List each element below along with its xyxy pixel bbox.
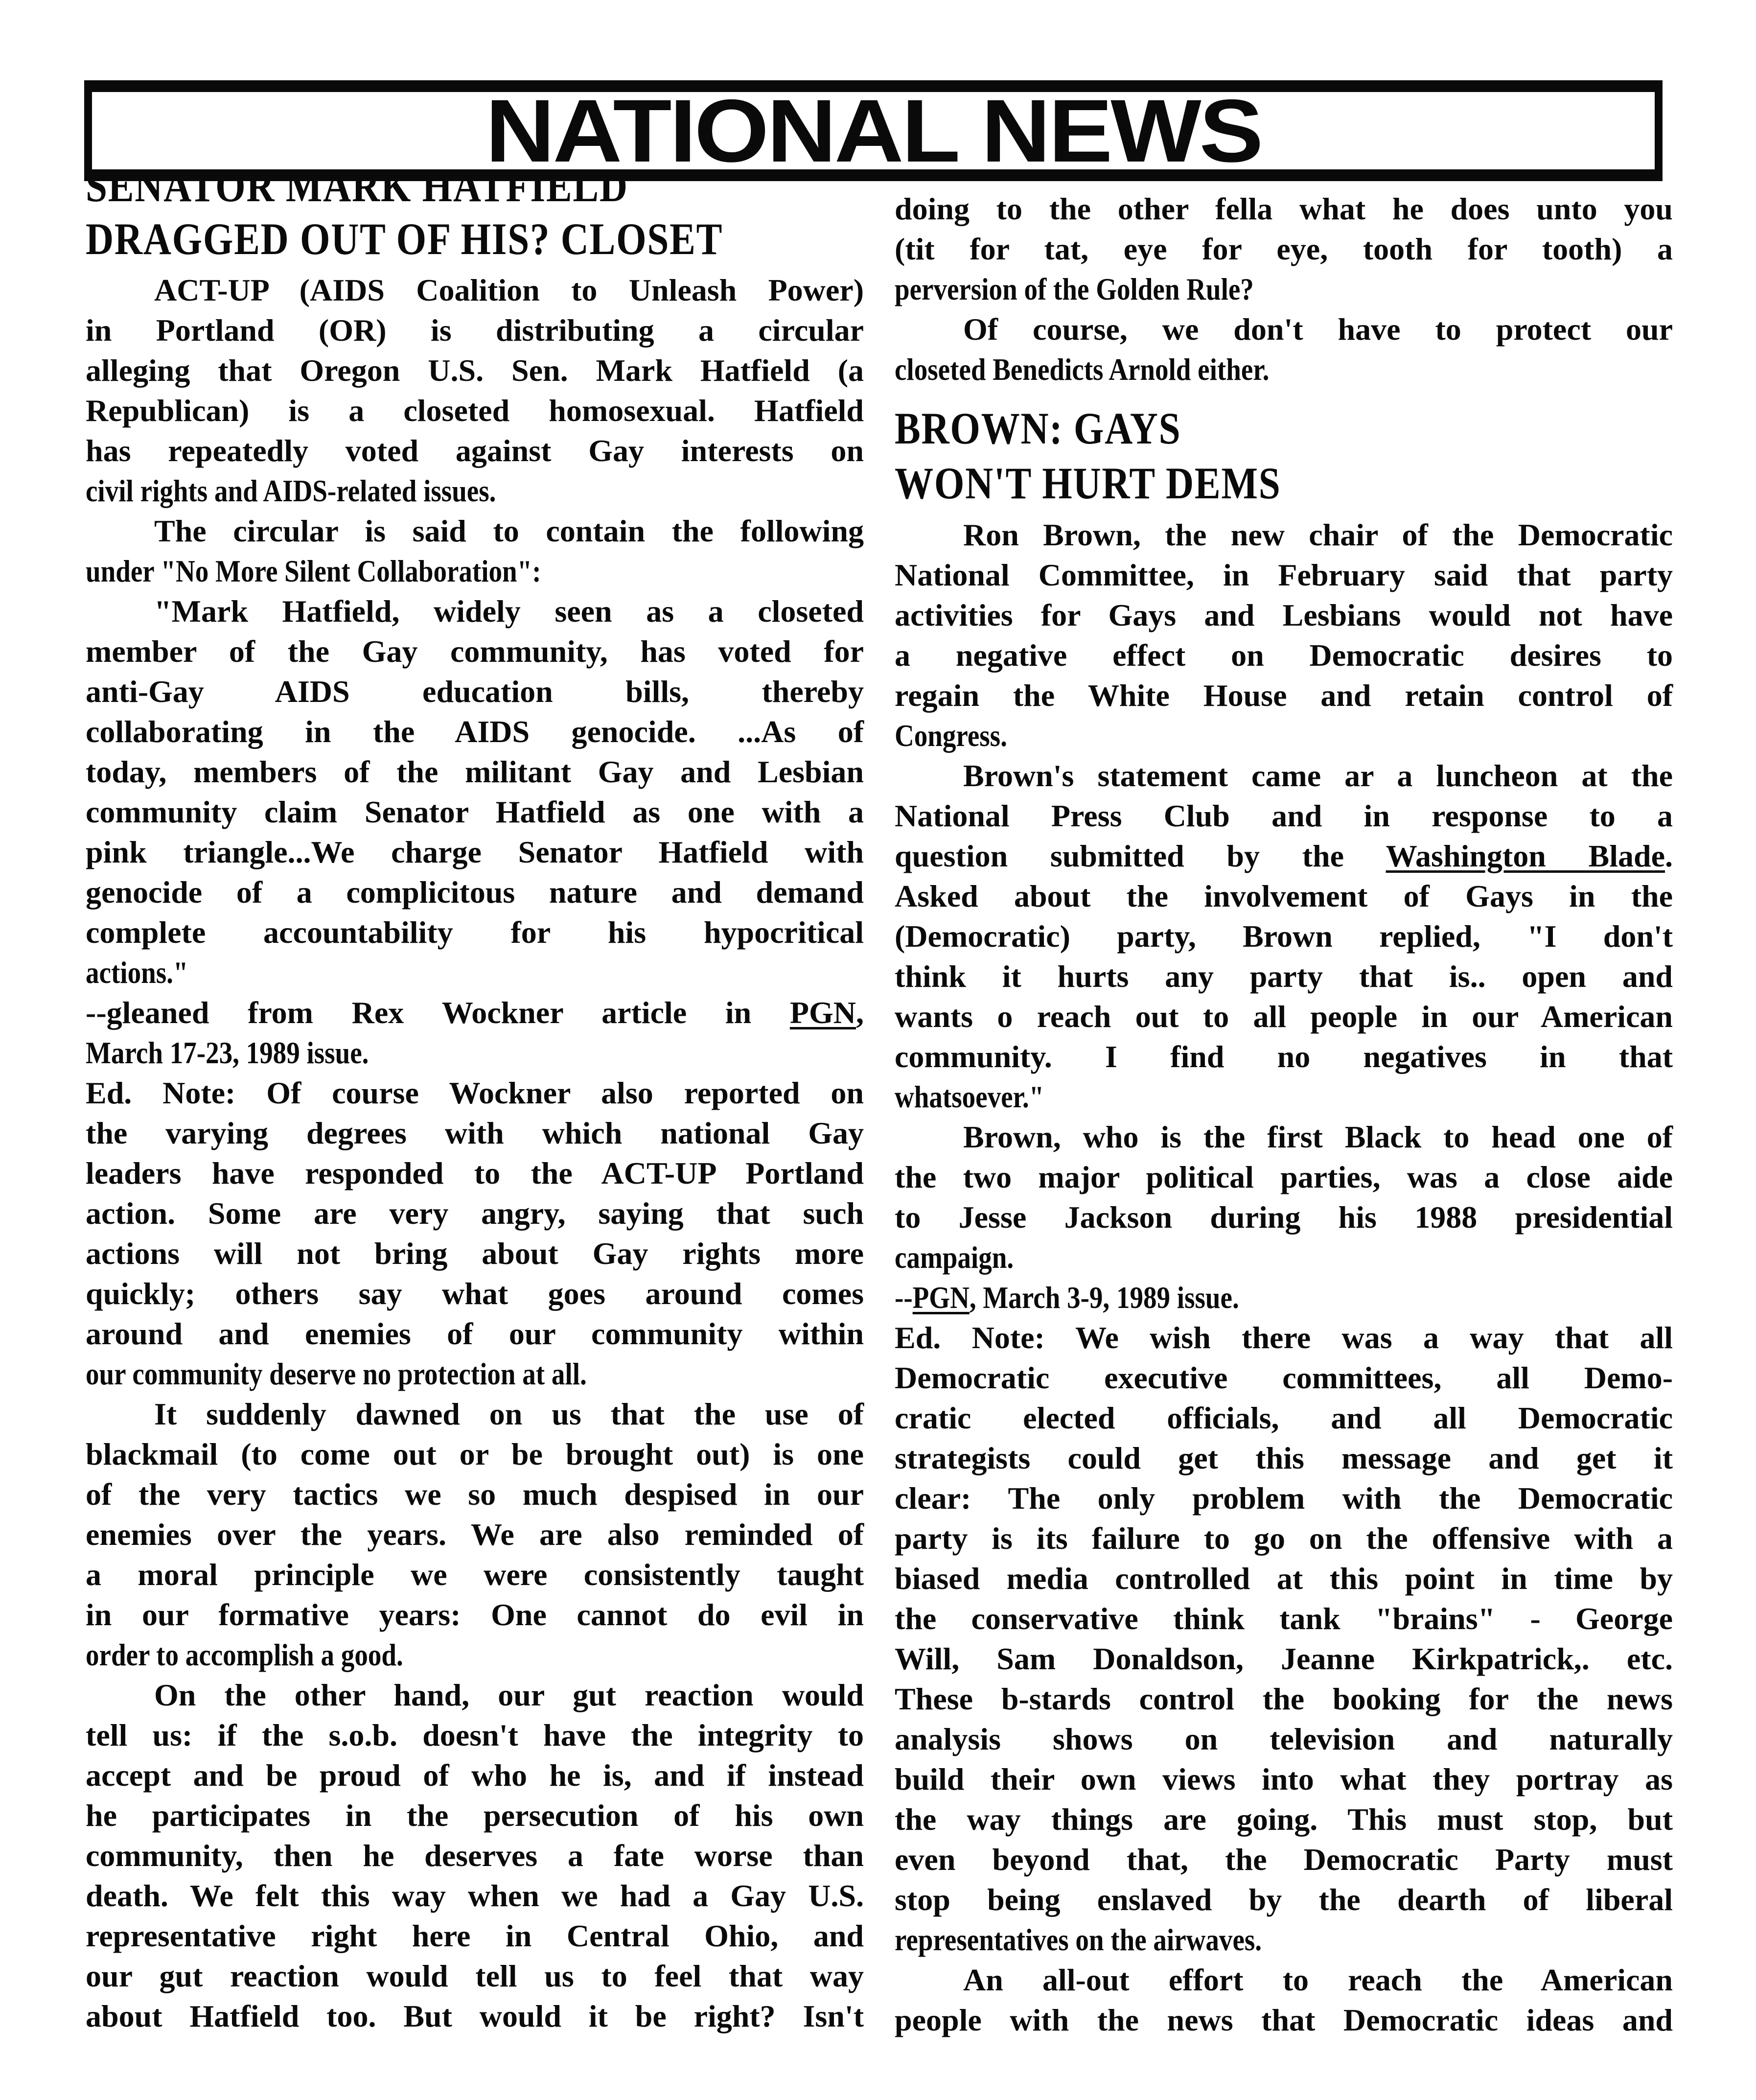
source-credit-line (86, 993, 864, 1033)
body-line: It suddenly dawned on us that the use of (154, 1397, 864, 1431)
body-line: Will, Sam Donaldson, Jeanne Kirkpatrick,. etc. (895, 1641, 1673, 1676)
body-line: accept and be proud of who he is, and if instead (86, 1758, 864, 1793)
body-text: question submitted by the (895, 839, 1386, 873)
body-line: (Democratic) party, Brown replied, "I don't (895, 919, 1673, 954)
body-line: people with the news that Democratic ideas and (895, 2003, 1673, 2037)
body-line: wants o reach out to all people in our American (895, 999, 1673, 1034)
editor-note-line: Ed. Note: Of course Wockner also reported on (86, 1075, 864, 1110)
body-line: about Hatfield too. But would it be right? Isn't (86, 1999, 864, 2033)
publication-name: Washington Blade (1386, 839, 1665, 873)
body-line: in Portland (OR) is distributing a circular (86, 313, 864, 348)
source-publication: PGN (912, 1280, 970, 1315)
continued-line: closeted Benedicts Arnold either. (895, 352, 1270, 387)
body-line: blackmail (to come out or be brought out) is one (86, 1437, 864, 1471)
body-line: On the other hand, our gut reaction would (154, 1678, 864, 1712)
body-line: whatsoever." (895, 1079, 1044, 1114)
source-date: , March 3-9, 1989 issue. (969, 1280, 1239, 1315)
body-line: Asked about the involvement of Gays in the (895, 879, 1673, 913)
body-line: Congress. (895, 718, 1007, 753)
article-headline: SENATOR MARK HATFIELD (86, 161, 628, 211)
body-line: National Press Club and in response to a (895, 798, 1673, 833)
body-line: has repeatedly voted against Gay interests on (86, 433, 864, 468)
body-line: a negative effect on Democratic desires to (895, 638, 1673, 673)
body-line: actions." (86, 955, 188, 990)
body-line: tell us: if the s.o.b. doesn't have the integrity to (86, 1718, 864, 1752)
body-line: complete accountability for his hypocritical (86, 915, 864, 950)
body-line: Democratic executive committees, all Demo- (895, 1360, 1673, 1395)
continued-line: (tit for tat, eye for eye, tooth for tooth) a (895, 232, 1673, 266)
continued-line: doing to the other fella what he does unto you (895, 191, 1673, 226)
body-line: An all-out effort to reach the American (963, 1962, 1673, 1997)
body-line: genocide of a complicitous nature and demand (86, 875, 864, 910)
body-line: the varying degrees with which national Gay (86, 1116, 864, 1150)
body-line: actions will not bring about Gay rights more (86, 1236, 864, 1271)
body-line: These b-stards control the booking for the news (895, 1681, 1673, 1716)
body-line: he participates in the persecution of his own (86, 1798, 864, 1833)
body-line: Republican) is a closeted homosexual. Hatfield (86, 393, 864, 428)
body-line: to Jesse Jackson during his 1988 presidential (895, 1200, 1673, 1235)
body-line: anti-Gay AIDS education bills, thereby (86, 674, 864, 709)
body-line: The circular is said to contain the following (154, 513, 864, 548)
body-line: build their own views into what they portray as (895, 1762, 1673, 1797)
body-line: action. Some are very angry, saying that such (86, 1196, 864, 1231)
continued-line: perversion of the Golden Rule? (895, 272, 1254, 306)
body-line: strategists could get this message and get it (895, 1441, 1673, 1475)
body-line: enemies over the years. We are also reminded of (86, 1517, 864, 1552)
body-line: our community deserve no protection at all. (86, 1356, 587, 1391)
body-line: quickly; others say what goes around comes (86, 1276, 864, 1311)
body-line: the conservative think tank "brains" - George (895, 1601, 1673, 1636)
source-punctuation: , (856, 995, 864, 1030)
body-line: campaign. (895, 1240, 1014, 1275)
body-line: even beyond that, the Democratic Party must (895, 1842, 1673, 1877)
body-punctuation: . (1665, 839, 1673, 873)
body-line: ACT-UP (AIDS Coalition to Unleash Power) (154, 273, 864, 307)
article-headline: DRAGGED OUT OF HIS? CLOSET (86, 214, 723, 264)
body-line: the two major political parties, was a close aide (895, 1160, 1673, 1194)
body-line: Ron Brown, the new chair of the Democratic (963, 517, 1673, 552)
body-line: stop being enslaved by the dearth of liberal (895, 1882, 1673, 1917)
source-publication: PGN (789, 995, 856, 1030)
body-line: of the very tactics we so much despised in our (86, 1477, 864, 1512)
body-line: in our formative years: One cannot do evil in (86, 1597, 864, 1632)
body-line (895, 836, 1673, 876)
source-credit-dashes: -- (895, 1280, 913, 1315)
body-line: representatives on the airwaves. (895, 1922, 1262, 1957)
body-line: our gut reaction would tell us to feel that way (86, 1959, 864, 1993)
body-line: Brown, who is the first Black to head one of (963, 1120, 1673, 1154)
body-line: analysis shows on television and naturally (895, 1722, 1673, 1756)
body-line: March 17-23, 1989 issue. (86, 1035, 369, 1070)
body-line: the way things are going. This must stop, but (895, 1802, 1673, 1837)
body-line: party is its failure to go on the offensive with a (895, 1521, 1673, 1556)
body-line: community. I find no negatives in that (895, 1039, 1673, 1074)
body-line: around and enemies of our community within (86, 1316, 864, 1351)
body-line: community, then he deserves a fate worse than (86, 1838, 864, 1873)
body-line: pink triangle...We charge Senator Hatfield with (86, 835, 864, 869)
article-headline: BROWN: GAYS (895, 403, 1181, 453)
body-line: Brown's statement came ar a luncheon at the (963, 758, 1673, 793)
body-line: member of the Gay community, has voted for (86, 634, 864, 669)
article-headline: WON'T HURT DEMS (895, 458, 1281, 508)
body-line: community claim Senator Hatfield as one with a (86, 794, 864, 829)
body-line: cratic elected officials, and all Democratic (895, 1400, 1673, 1435)
body-line: collaborating in the AIDS genocide. ...As of (86, 714, 864, 749)
body-line: activities for Gays and Lesbians would not have (895, 598, 1673, 632)
editor-note-line: Ed. Note: We wish there was a way that all (895, 1320, 1673, 1355)
body-line: leaders have responded to the ACT-UP Portland (86, 1156, 864, 1190)
body-line: representative right here in Central Ohio, and (86, 1918, 864, 1953)
body-line: order to accomplish a good. (86, 1637, 403, 1672)
body-line: National Committee, in February said that party (895, 558, 1673, 592)
body-line: think it hurts any party that is.. open and (895, 959, 1673, 994)
continued-line: Of course, we don't have to protect our (963, 312, 1673, 347)
body-line: clear: The only problem with the Democratic (895, 1481, 1673, 1516)
body-line: alleging that Oregon U.S. Sen. Mark Hatfield (a (86, 353, 864, 388)
body-line: a moral principle we were consistently taught (86, 1557, 864, 1592)
body-line: today, members of the militant Gay and Lesbian (86, 754, 864, 789)
section-banner-title: NATIONAL NEWS (485, 81, 1262, 181)
body-line: death. We felt this way when we had a Gay U.S. (86, 1878, 864, 1913)
source-credit-text: --gleaned from Rex Wockner article in (86, 995, 790, 1030)
body-line: under "No More Silent Collaboration": (86, 554, 541, 588)
body-line: civil rights and AIDS-related issues. (86, 473, 496, 508)
body-line: regain the White House and retain control of (895, 678, 1673, 713)
body-line: biased media controlled at this point in time by (895, 1561, 1673, 1596)
body-line: "Mark Hatfield, widely seen as a closeted (154, 594, 864, 629)
source-credit-line (895, 1278, 1564, 1318)
